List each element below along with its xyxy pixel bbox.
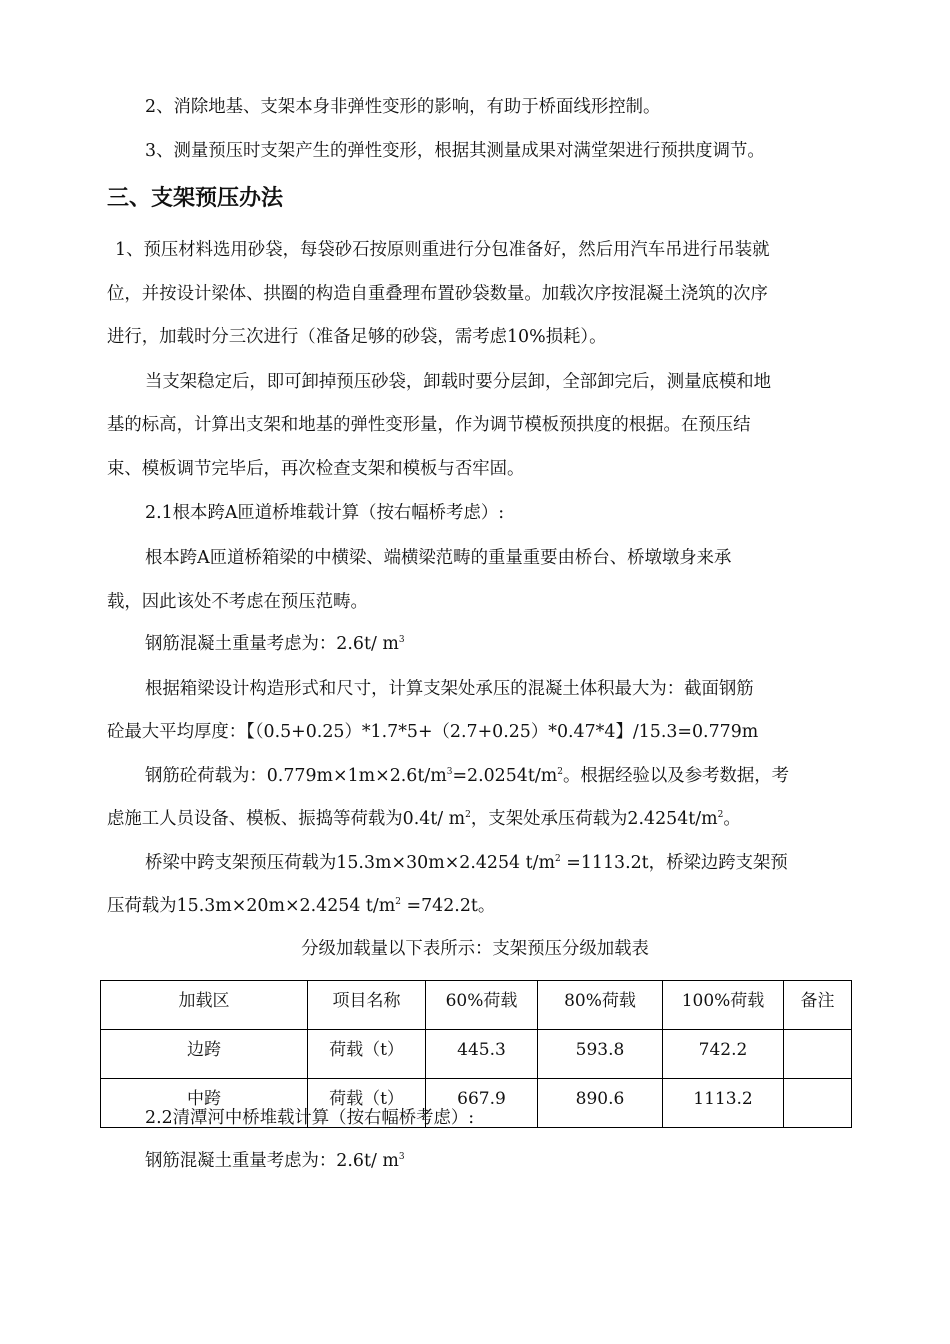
table-cell: 445.3 xyxy=(426,1030,538,1079)
text-run: =742.2t。 xyxy=(401,896,496,916)
text-run: =2.0254t/m xyxy=(452,766,558,786)
paragraph-line xyxy=(107,807,847,831)
table-header-cell: 80%荷载 xyxy=(538,981,663,1030)
text-run: 。根据经验以及参考数据，考 xyxy=(562,766,790,786)
text-run: 钢筋砼荷载为：0.779m×1m×2.6t/m xyxy=(145,766,447,786)
paragraph-line: 根本跨A匝道桥箱梁的中横梁、端横梁范畴的重量重要由桥台、桥墩墩身来承 xyxy=(145,548,732,568)
superscript: 3 xyxy=(446,767,453,777)
table-header-cell: 加载区 xyxy=(101,981,308,1030)
text-run: =1113.2t，桥梁边跨支架预 xyxy=(560,853,788,873)
table-header-cell: 100%荷载 xyxy=(663,981,784,1030)
text-run: 压荷载为15.3m×20m×2.4254 t/m xyxy=(107,896,396,916)
table-header-cell: 备注 xyxy=(784,981,852,1030)
superscript: 3 xyxy=(398,1152,405,1162)
text-run: 桥梁中跨支架预压荷载为15.3m×30m×2.4254 t/m xyxy=(145,853,555,873)
table-cell: 中跨 xyxy=(101,1079,308,1128)
table-cell: 荷载（t） xyxy=(308,1079,426,1128)
paragraph-line xyxy=(145,764,847,788)
text-run: 。 xyxy=(723,809,741,829)
subsection-title-2-2: 2.2清潭河中桥堆载计算（按右幅桥考虑）: xyxy=(145,1108,475,1128)
table-caption: 分级加载量以下表所示：支架预压分级加载表 xyxy=(301,939,649,959)
text-run: 钢筋混凝土重量考虑为：2.6t/ m xyxy=(145,634,399,654)
table-cell: 667.9 xyxy=(426,1079,538,1128)
paragraph-item-3: 3、测量预压时支架产生的弹性变形，根据其测量成果对满堂架进行预拱度调节。 xyxy=(145,141,765,161)
paragraph-line: 1、预压材料选用砂袋，每袋砂石按原则重进行分包准备好，然后用汽车吊进行吊装就 xyxy=(115,240,770,260)
superscript: 3 xyxy=(398,635,405,645)
section-heading: 三、支架预压办法 xyxy=(107,186,284,211)
paragraph-line: 当支架稳定后，即可卸掉预压砂袋，卸载时要分层卸，全部卸完后，测量底模和地 xyxy=(145,372,772,392)
table-cell xyxy=(784,1030,852,1079)
paragraph-line: 根据箱梁设计构造形式和尺寸，计算支架处承压的混凝土体积最大为：截面钢筋 xyxy=(145,679,754,699)
text-run: 虑施工人员设备、模板、振捣等荷载为0.4t/ m xyxy=(107,809,466,829)
paragraph-line: 基的标高，计算出支架和地基的弹性变形量，作为调节模板预拱度的根据。在预压结 xyxy=(107,415,751,435)
paragraph-line xyxy=(145,632,847,656)
paragraph-line: 进行，加载时分三次进行（准备足够的砂袋，需考虑10%损耗）。 xyxy=(107,327,607,347)
text-run: ，支架处承压荷载为2.4254t/m xyxy=(470,809,718,829)
table-cell: 荷载（t） xyxy=(308,1030,426,1079)
table-header-row xyxy=(101,981,852,1030)
table-cell: 593.8 xyxy=(538,1030,663,1079)
table-row xyxy=(101,1030,852,1079)
table-cell: 边跨 xyxy=(101,1030,308,1079)
paragraph-line: 位，并按设计梁体、拱圈的构造自重叠理布置砂袋数量。加载次序按混凝土浇筑的次序 xyxy=(107,284,768,304)
subsection-title-2-1: 2.1根本跨A匝道桥堆载计算（按右幅桥考虑）: xyxy=(145,503,505,523)
paragraph-line xyxy=(145,851,847,875)
superscript: 2 xyxy=(555,854,561,864)
table-header-cell: 60%荷载 xyxy=(426,981,538,1030)
text-run: 钢筋混凝土重量考虑为：2.6t/ m xyxy=(145,1151,399,1171)
paragraph-line xyxy=(145,1149,847,1173)
superscript: 2 xyxy=(557,767,563,777)
table-cell: 1113.2 xyxy=(663,1079,784,1128)
table-header-cell: 项目名称 xyxy=(308,981,426,1030)
paragraph-line: 载，因此该处不考虑在预压范畴。 xyxy=(107,592,368,612)
superscript: 2 xyxy=(717,810,724,820)
paragraph-line: 砼最大平均厚度：【（0.5+0.25）*1.7*5+（2.7+0.25）*0.47*4】/15.3=0.779m xyxy=(107,722,759,742)
paragraph-line: 束、模板调节完毕后，再次检查支架和模板与否牢固。 xyxy=(107,459,525,479)
superscript: 2 xyxy=(465,810,471,820)
superscript: 2 xyxy=(395,897,401,907)
table-cell: 742.2 xyxy=(663,1030,784,1079)
table-cell: 890.6 xyxy=(538,1079,663,1128)
paragraph-line xyxy=(107,894,847,918)
paragraph-item-2: 2、消除地基、支架本身非弹性变形的影响，有助于桥面线形控制。 xyxy=(145,97,661,117)
